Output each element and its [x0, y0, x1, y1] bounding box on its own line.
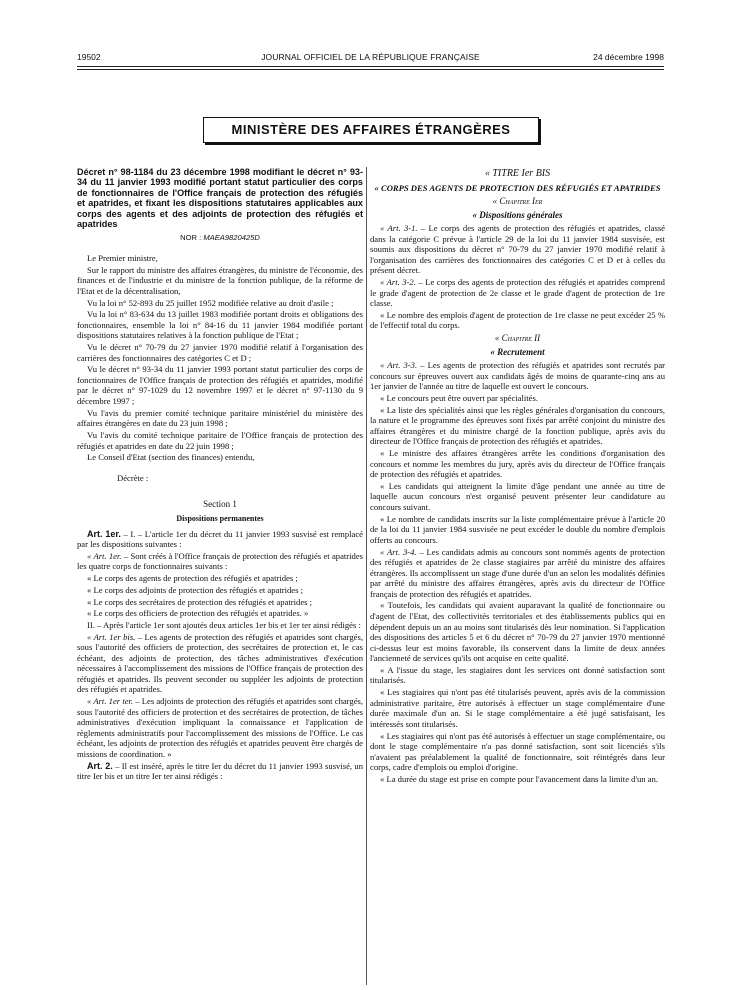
article-1ter-text: – Les adjoints de protection des réfugiés et apatrides sont chargés, sous l'autorité des officiers de protection et des secrétaires de protection, de tâches administratives d'exécution impliquant la connaissance et l'application de règlements administratifs pour l'accomplissement des missions de l'Office. Le cas échéant, les adjoints de protection des réfugiés et apatrides peuvent être chargés de missions de coordination. » [77, 696, 363, 759]
article-3-3-label: « Art. 3-3. [380, 360, 418, 371]
preamble-paragraph: Vu l'avis du comité technique paritaire de l'Office français de protection des réfugiés et apatrides en date du 22 juin 1998 ; [77, 430, 363, 451]
header-rule [77, 66, 664, 67]
article-3-4-text: – Les candidats admis au concours sont nommés agents de protection des réfugiés et apatrides de 2e classe stagiaires par arrêté du ministre des affaires étrangères. Ils accomplissent un stage d'une durée d'un an selon les modalités définies par arrêté du ministre des affaires étrangères, après avis du directeur de l'Office français de protection des réfugiés et apatrides. [370, 546, 665, 599]
article-1ter [77, 696, 363, 759]
dispositions-heading: « Dispositions générales [472, 209, 563, 220]
article-3-2-label: « Art. 3-2. [380, 277, 416, 288]
right-column [370, 167, 665, 786]
corps-item: « Le corps des secrétaires de protection des réfugiés et apatrides ; [87, 596, 313, 607]
preamble-paragraph: Vu le décret n° 70-79 du 27 janvier 1970 modifié relatif à l'organisation des carrières des fonctionnaires des catégories C et D ; [77, 342, 363, 363]
article-3-2-b: « Le nombre des emplois d'agent de protection de 1re classe ne peut excéder 25 % de l'effectif total du corps. [370, 309, 665, 331]
preamble-paragraph: Le Premier ministre, [87, 252, 158, 263]
journal-title: JOURNAL OFFICIEL DE LA RÉPUBLIQUE FRANÇAISE [261, 52, 480, 62]
article-1bis-text: – Les agents de protection des réfugiés et apatrides sont chargés, sous l'autorité des officiers de protection, des secrétaires de protection et, le cas échéant, des adjoints de protection, des tâches administratives d'exécution nécessaires à l'accomplissement des missions de l'Office français de protection des réfugiés et apatrides. Ils peuvent seconder ou suppléer les adjoints de protection des réfugiés et apatrides. [77, 631, 363, 695]
titre-heading: « TITRE Ier BIS [484, 168, 551, 179]
article-2-label: Art. 2. [87, 760, 113, 771]
article-1 [77, 529, 363, 550]
decree-title: Décret n° 98-1184 du 23 décembre 1998 modifiant le décret n° 93-34 du 11 janvier 1993 modifié portant statut particulier des corps de fonctionnaires de l'Office français de protection des réfugiés et apatrides, et fixant les dispositions statutaires applicables aux corps des agents et des adjoints de protection des réfugiés et apatrides [77, 167, 363, 230]
article-3-2-text: – Le corps des agents de protection des réfugiés et apatrides comprend le grade d'agent de protection de 2e classe et le grade d'agent de protection de 1re classe. [370, 277, 665, 309]
recruitment-paragraphs [370, 393, 665, 545]
corps-item: « Le corps des agents de protection des réfugiés et apatrides ; [87, 573, 298, 584]
article-1er-text: – Sont créés à l'Office français de protection des réfugiés et apatrides les quatre corps de fonctionnaires suivants : [77, 550, 363, 572]
article-3-2 [370, 277, 665, 309]
section-subtitle: Dispositions permanentes [176, 513, 264, 523]
article-1bis-label: « Art. 1er bis. [87, 631, 136, 642]
stage-paragraph: « Toutefois, les candidats qui avaient auparavant la qualité de fonctionnaire ou d'agent de l'Etat, des collectivités territoriales et des établissements publics qui en dépendent depuis un an au moins sont titularisés dès leur nomination. Si l'application des dispositions des articles 5 et 6 du décret n° 70-79 du 27 janvier 1970 mentionné ci-dessus leur est moins favorable, ils conservent dans la limite de deux années l'ancienneté de services qu'ils ont acquise en cette qualité. [370, 600, 665, 664]
preamble-paragraph: Le Conseil d'Etat (section des finances) entendu, [87, 452, 255, 463]
article-1ter-label: « Art. 1er ter. [87, 696, 134, 707]
part-2: II. – Après l'article 1er sont ajoutés deux articles 1er bis et 1er ter ainsi rédigés : [87, 620, 361, 631]
corps-list [77, 573, 363, 619]
article-3-3 [370, 360, 665, 392]
header-rule-2 [77, 69, 664, 70]
stage-paragraphs [370, 600, 665, 784]
corps-item: « Le corps des adjoints de protection des réfugiés et apatrides ; [87, 584, 303, 595]
article-3-1-text: – Le corps des agents de protection des réfugiés et apatrides, classé dans la catégorie C prévue à l'article 29 de la loi du 11 janvier 1984 susvisée, est soumis aux dispositions du décret n° 70-79 du 27 janvier 1970 modifié relatif à l'organisation des carrières des fonctionnaires des catégories C et D et à celles du présent décret. [370, 223, 665, 276]
article-1er-label: « Art. 1er. [87, 550, 122, 561]
corps-item: « Le corps des officiers de protection des réfugiés et apatrides. » [87, 608, 309, 619]
chapitre-2-heading: « Chapitre II [494, 332, 541, 343]
section-title: Section 1 [203, 499, 237, 510]
recruitment-paragraph: « Le ministre des affaires étrangères arrête les conditions d'organisation des concours et nomme les membres du jury, après avis du directeur de l'Office français de protection des réfugiés et apatrides. [370, 448, 665, 480]
article-1-label: Art. 1er. [87, 528, 121, 539]
preamble-paragraph: Vu l'avis du premier comité technique paritaire ministériel du ministère des affaires étrangères en date du 23 juin 1998 ; [77, 407, 363, 429]
chapitre-1-heading: « Chapitre Ier [492, 196, 543, 207]
publication-date: 24 décembre 1998 [593, 52, 664, 62]
preamble-paragraph: Vu la loi n° 83-634 du 13 juillet 1983 modifiée portant droits et obligations des fonctionnaires, ensemble la loi n° 84-16 du 11 janvier 1984 modifiée portant dispositions statutaires relatives à la fonction publique de l'Etat ; [77, 309, 363, 341]
nor-label: NOR : [180, 233, 204, 243]
recrutement-heading: « Recrutement [490, 346, 545, 357]
preamble-paragraph: Vu le décret n° 93-34 du 11 janvier 1993 portant statut particulier des corps de fonctionnaires de l'Office français de protection des réfugiés et apatrides, modifié par le décret n° 97-1029 du 12 novembre 1997 et le décret n° 97-1130 du 9 décembre 1997 ; [77, 364, 363, 407]
left-column [77, 167, 363, 783]
ministry-heading: MINISTÈRE DES AFFAIRES ÉTRANGÈRES [203, 117, 539, 143]
article-1bis [77, 632, 363, 695]
decrete: Décrète : [117, 472, 149, 483]
stage-paragraph: « Les stagiaires qui n'ont pas été titularisés peuvent, après avis de la commission administrative paritaire, être autorisés à effectuer un stage complémentaire d'une durée maximale d'un an. Si le stage complémentaire a été jugé satisfaisant, les intéressés sont titularisés. [370, 687, 665, 729]
article-3-1 [370, 223, 665, 276]
article-3-4 [370, 547, 665, 600]
nor-code: MAEA9820425D [203, 233, 260, 243]
preamble-paragraph: Sur le rapport du ministre des affaires étrangères, du ministre de l'économie, des finances et de l'industrie et du ministre de la fonction publique, de la réforme de l'Etat et de la décentralisation, [77, 264, 363, 296]
stage-paragraph: « A l'issue du stage, les stagiaires dont les services ont donné satisfaction sont titularisés. [370, 664, 665, 686]
article-2 [77, 761, 363, 782]
corps-heading: « CORPS DES AGENTS DE PROTECTION DES RÉFUGIÉS ET APATRIDES [374, 182, 661, 193]
recruitment-paragraph: « Le nombre de candidats inscrits sur la liste complémentaire prévue à l'article 20 de la loi du 11 janvier 1984 susvisée ne peut excéder le double du nombre d'emplois offerts au concours. [370, 513, 665, 545]
stage-paragraph: « Les stagiaires qui n'ont pas été autorisés à effectuer un stage complémentaire, ou dont le stage complémentaire n'a pas donné satisfaction, sont soit licenciés s'ils n'avaient pas préalablement la qualité de fonctionnaire, soit réintégrés dans leur corps, cadre d'emplois ou emploi d'origine. [370, 730, 665, 773]
page-number: 19502 [77, 52, 101, 62]
article-2-text: – Il est inséré, après le titre Ier du décret du 11 janvier 1993 susvisé, un titre Ier bis et un titre Ier ter ainsi rédigés : [77, 760, 363, 782]
page-header [77, 52, 664, 66]
recruitment-paragraph: « La liste des spécialités ainsi que les règles générales d'organisation du concours, la nature et le programme des épreuves sont fixés par arrêté conjoint du ministre des affaires étrangères et du ministre chargé de la fonction publique, après avis du directeur de l'Office français de protection des réfugiés et apatrides. [370, 404, 665, 447]
recruitment-paragraph: « Les candidats qui atteignent la limite d'âge pendant une année au titre de laquelle aucun concours n'est organisé peuvent présenter leur candidature au concours suivant. [370, 480, 665, 512]
article-3-1-label: « Art. 3-1. [380, 223, 418, 234]
article-1-text: – I. – L'article 1er du décret du 11 janvier 1993 susvisé est remplacé par les dispositions suivantes : [77, 528, 363, 550]
nor-reference [77, 233, 363, 244]
column-divider [366, 167, 367, 985]
article-3-3-text: – Les agents de protection des réfugiés et apatrides sont recrutés par concours sur épreuves ouvert aux candidats âgés de moins de quarante-cinq ans au 1er janvier de l'année au titre de laquelle est ouvert le concours. [370, 360, 665, 392]
article-3-4-label: « Art. 3-4. [380, 546, 417, 557]
article-1er [77, 551, 363, 572]
preamble [77, 253, 363, 463]
recruitment-paragraph: « Le concours peut être ouvert par spécialités. [380, 392, 538, 403]
preamble-paragraph: Vu la loi n° 52-893 du 25 juillet 1952 modifiée relative au droit d'asile ; [87, 297, 334, 308]
stage-paragraph: « La durée du stage est prise en compte pour l'avancement dans la limite d'un an. [380, 773, 659, 784]
